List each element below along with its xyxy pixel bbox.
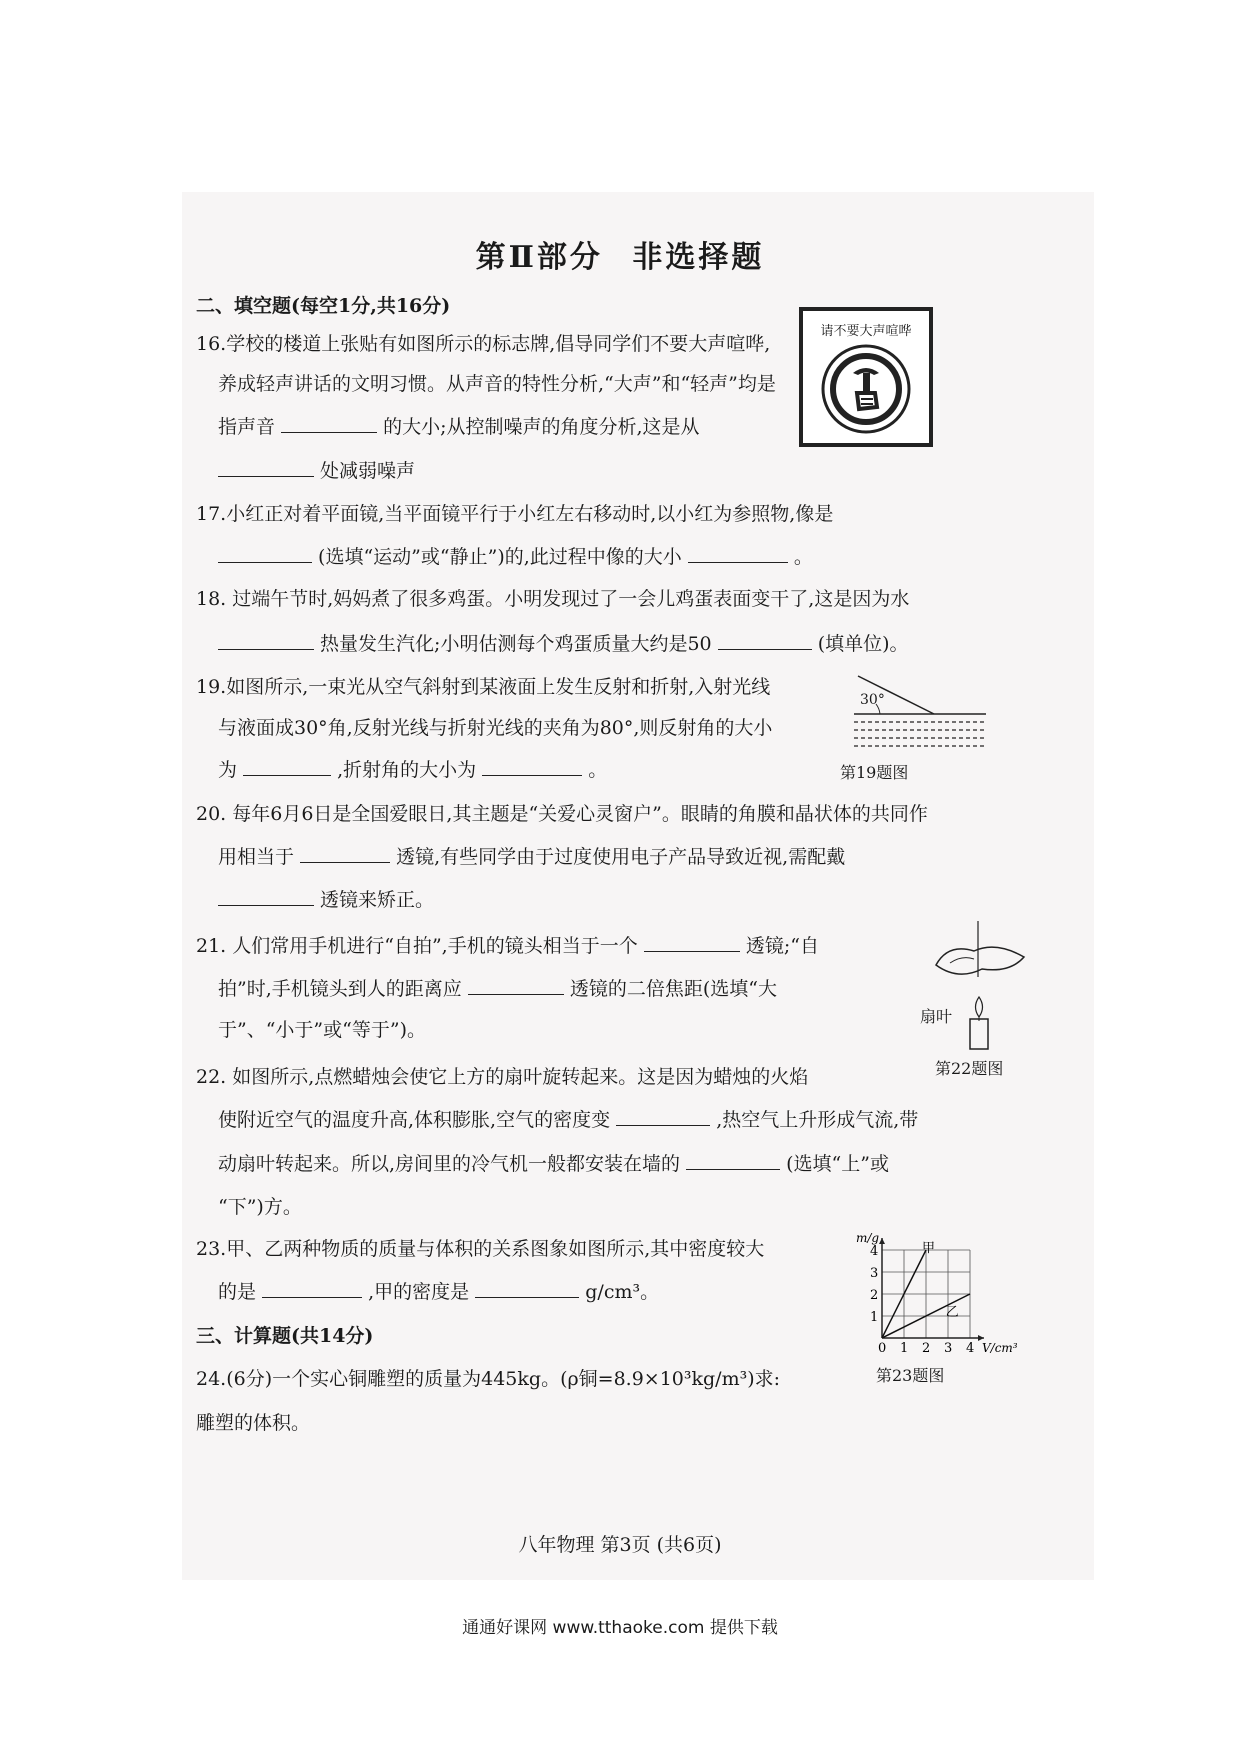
q18-text: (填单位)。: [817, 633, 909, 655]
q22-blank-1[interactable]: [616, 1107, 710, 1126]
fan-label: 扇叶: [920, 1007, 953, 1026]
x-axis-label: V/cm³: [982, 1341, 1018, 1355]
y-tick-label: 4: [870, 1244, 879, 1259]
q22-text: 使附近空气的温度升高,体积膨胀,空气的密度变: [218, 1109, 611, 1131]
q23-line1: 23.甲、乙两种物质的质量与体积的关系图象如图所示,其中密度较大: [196, 1238, 765, 1260]
q22-line1: 22. 如图所示,点燃蜡烛会使它上方的扇叶旋转起来。这是因为蜡烛的火焰: [196, 1066, 809, 1088]
section2-title: 二、填空题(每空1分,共16分): [196, 295, 451, 317]
series-label: 甲: [922, 1241, 936, 1256]
finger-on-lips-icon: [803, 311, 929, 443]
q22-caption: 第22题图: [935, 1059, 1004, 1078]
q22-blank-2[interactable]: [686, 1151, 780, 1170]
q16-blank-2[interactable]: [218, 458, 314, 477]
q22-line4: “下”)方。: [218, 1196, 302, 1218]
y-tick-label: 2: [870, 1288, 879, 1303]
q20-blank-2[interactable]: [218, 887, 314, 906]
q16-text: 处减弱噪声: [320, 460, 416, 482]
q21-line1: [196, 932, 819, 960]
q16-text: 的大小;从控制噪声的角度分析,这是从: [383, 416, 700, 438]
q17-text: 。: [793, 546, 813, 568]
q16-text: 指声音: [218, 416, 276, 438]
q18-line1: 18. 过端午节时,妈妈煮了很多鸡蛋。小明发现过了一会儿鸡蛋表面变干了,这是因为水: [196, 588, 910, 610]
q16-blank-1[interactable]: [281, 414, 377, 433]
q23-line2: [218, 1278, 659, 1306]
part-label: 第Ⅱ部分: [475, 240, 603, 275]
q22-text: ,热空气上升形成气流,带: [716, 1109, 919, 1131]
q19-line3: [218, 756, 607, 784]
q16-line4: [218, 457, 415, 485]
q19-line1: 19.如图所示,一束光从空气斜射到某液面上发生反射和折射,入射光线: [196, 676, 771, 698]
q19-text: ,折射角的大小为: [337, 759, 477, 781]
q19-caption: 第19题图: [840, 763, 909, 782]
q17-blank-1[interactable]: [218, 544, 312, 563]
q23-text: g/cm³。: [585, 1281, 660, 1303]
x-tick-label: 4: [966, 1341, 975, 1356]
q20-text: 用相当于: [218, 846, 295, 868]
q22-line3: [218, 1150, 889, 1178]
q21-blank-2[interactable]: [468, 976, 564, 995]
q18-text: 热量发生汽化;小明估测每个鸡蛋质量大约是50: [320, 633, 712, 655]
candle-fan-figure: [918, 921, 1038, 1051]
x-tick-label: 2: [922, 1341, 931, 1356]
q16-line3: [218, 413, 700, 441]
q17-line2: [218, 543, 813, 571]
q19-text: 。: [588, 759, 608, 781]
x-tick-label: 1: [900, 1341, 909, 1356]
sign-text: 请不要大声喧哗: [820, 324, 912, 339]
y-tick-label: 3: [870, 1266, 879, 1281]
q20-blank-1[interactable]: [300, 844, 390, 863]
q23-caption: 第23题图: [876, 1366, 945, 1385]
angle-label: 30°: [860, 692, 885, 708]
q18-line2: [218, 630, 909, 658]
q19-line2: 与液面成30°角,反射光线与折射光线的夹角为80°,则反射角的大小: [218, 717, 773, 739]
q22-line2: [218, 1106, 918, 1134]
q17-blank-2[interactable]: [688, 544, 788, 563]
q21-text: 21. 人们常用手机进行“自拍”,手机的镜头相当于一个: [196, 935, 638, 957]
q19-text: 为: [218, 759, 238, 781]
quiet-sign-figure: [799, 307, 933, 447]
q21-text: 透镜;“自: [745, 935, 819, 957]
q24-line1: 24.(6分)一个实心铜雕塑的质量为445kg。(ρ铜=8.9×10³kg/m³)求:: [196, 1368, 781, 1390]
q17-line1: 17.小红正对着平面镜,当平面镜平行于小红左右移动时,以小红为参照物,像是: [196, 503, 834, 525]
q21-text: 透镜的二倍焦距(选填“大: [569, 978, 777, 1000]
q23-blank-2[interactable]: [475, 1279, 579, 1298]
download-watermark: 通通好课网 www.tthaoke.com 提供下载: [462, 1618, 778, 1638]
q17-text: (选填“运动”或“静止”)的,此过程中像的大小: [318, 546, 682, 568]
light-refraction-figure: [850, 668, 990, 756]
q23-blank-1[interactable]: [262, 1279, 362, 1298]
q19-blank-1[interactable]: [243, 757, 331, 776]
y-axis-arrow: [879, 1238, 885, 1244]
q18-blank-1[interactable]: [218, 631, 314, 650]
q20-line3: [218, 886, 434, 914]
q16-line2: 养成轻声讲话的文明习惯。从声音的特性分析,“大声”和“轻声”均是: [218, 373, 776, 395]
q22-text: (选填“上”或: [786, 1153, 889, 1175]
q20-text: 透镜来矫正。: [320, 889, 435, 911]
q23-text: 的是: [218, 1281, 257, 1303]
section-title: 非选择题: [632, 240, 765, 275]
q22-text: 动扇叶转起来。所以,房间里的冷气机一般都安装在墙的: [218, 1153, 681, 1175]
q20-line1: 20. 每年6月6日是全国爱眼日,其主题是“关爱心灵窗户”。眼睛的角膜和晶状体的共同作: [196, 803, 928, 825]
page-title: [0, 232, 1240, 276]
x-tick-label: 0: [878, 1341, 887, 1356]
mass-volume-chart: [848, 1228, 1028, 1358]
section3-title: 三、计算题(共14分): [196, 1325, 374, 1347]
q23-text: ,甲的密度是: [368, 1281, 470, 1303]
q20-line2: [218, 843, 845, 871]
q16-line1: 16.学校的楼道上张贴有如图所示的标志牌,倡导同学们不要大声喧哗,: [196, 333, 771, 355]
x-tick-label: 3: [944, 1341, 953, 1356]
q21-line2: [218, 975, 777, 1003]
q21-text: 拍”时,手机镜头到人的距离应: [218, 978, 462, 1000]
q24-line2: 雕塑的体积。: [196, 1412, 311, 1434]
page-footer: 八年物理 第3页 (共6页): [518, 1534, 722, 1556]
q18-blank-2[interactable]: [718, 631, 812, 650]
y-axis-label: m/g: [856, 1231, 880, 1245]
series-label: 乙: [945, 1305, 959, 1320]
q21-line3: 于”、“小于”或“等于”)。: [218, 1019, 426, 1041]
q19-blank-2[interactable]: [482, 757, 582, 776]
q20-text: 透镜,有些同学由于过度使用电子产品导致近视,需配戴: [396, 846, 846, 868]
y-tick-label: 1: [870, 1310, 879, 1325]
q21-blank-1[interactable]: [644, 933, 740, 952]
